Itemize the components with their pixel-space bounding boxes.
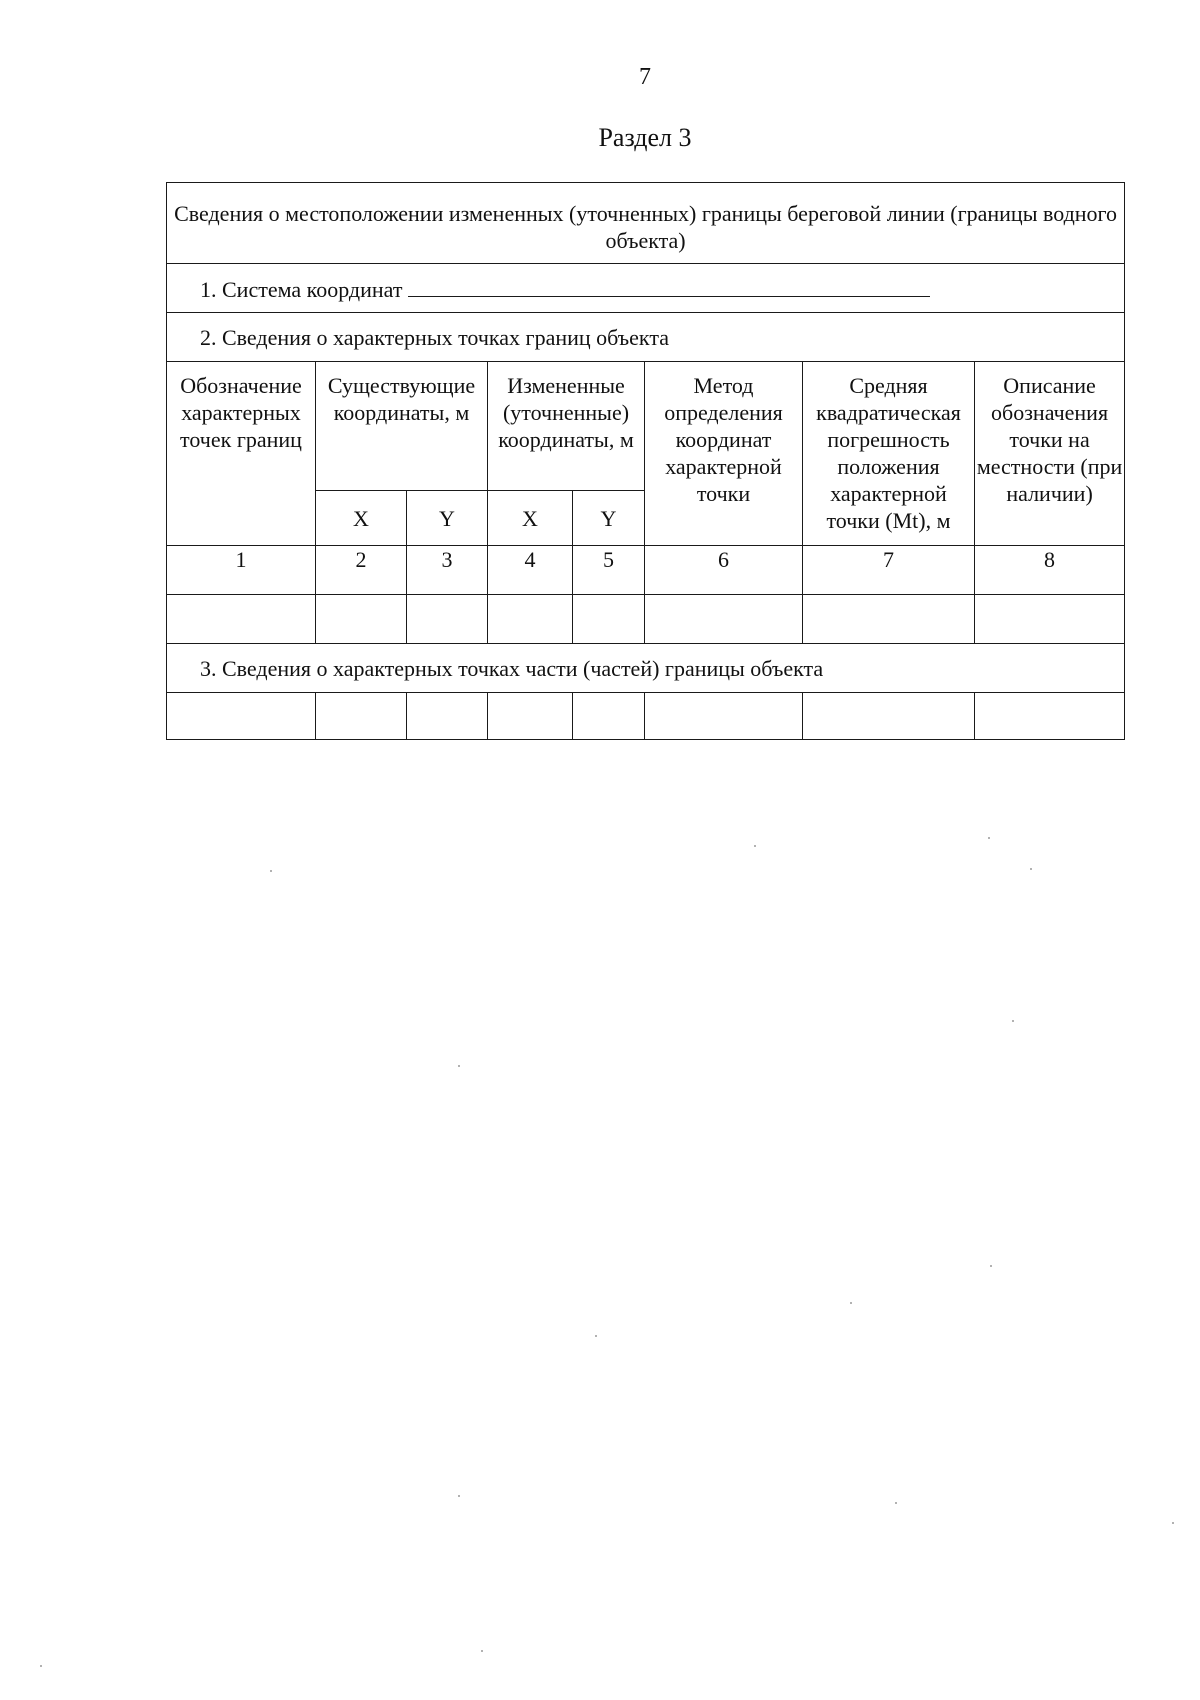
column-number: 3: [407, 546, 488, 595]
header-existing-coords: Существующие координаты, м: [316, 362, 488, 491]
scan-speck: [595, 1335, 597, 1337]
scan-speck: [481, 1650, 483, 1652]
empty-cell: [316, 693, 407, 740]
boundary-points-table: [166, 182, 1125, 740]
empty-cell: [167, 595, 316, 644]
table-row: [167, 693, 1125, 740]
empty-cell: [407, 595, 488, 644]
header-changed-coords: Измененные (уточненные) координаты, м: [488, 362, 645, 491]
empty-cell: [975, 693, 1125, 740]
column-number: 2: [316, 546, 407, 595]
empty-cell: [488, 693, 573, 740]
empty-cell: [975, 595, 1125, 644]
header-mean-error: Средняя квадратическая погрешность положения характерной точки (Mt), м: [803, 362, 975, 546]
column-number: 5: [573, 546, 645, 595]
empty-cell: [645, 595, 803, 644]
scan-speck: [754, 845, 756, 847]
column-number: 8: [975, 546, 1125, 595]
scan-speck: [270, 870, 272, 872]
empty-cell: [407, 693, 488, 740]
scan-speck: [458, 1495, 460, 1497]
column-number: 7: [803, 546, 975, 595]
scan-speck: [1030, 868, 1032, 870]
scan-speck: [1012, 1020, 1014, 1022]
coord-system-row: [167, 264, 1125, 313]
header-description: Описание обозначения точки на местности (при наличии): [975, 362, 1125, 546]
coord-system-blank-line: [408, 274, 930, 297]
subheader-existing-y: Y: [407, 491, 488, 546]
empty-cell: [573, 693, 645, 740]
empty-cell: [803, 595, 975, 644]
subheader-changed-x: X: [488, 491, 573, 546]
empty-cell: [167, 693, 316, 740]
empty-cell: [488, 595, 573, 644]
subheader-changed-y: Y: [573, 491, 645, 546]
table-row: [167, 595, 1125, 644]
column-number: 6: [645, 546, 803, 595]
column-number: 1: [167, 546, 316, 595]
scan-speck: [850, 1302, 852, 1304]
coord-system-label: 1. Система координат: [200, 276, 403, 302]
column-number-row: [167, 546, 1125, 595]
empty-cell: [645, 693, 803, 740]
points-section-label: 2. Сведения о характерных точках границ объекта: [167, 313, 1125, 362]
empty-cell: [803, 693, 975, 740]
empty-cell: [316, 595, 407, 644]
empty-cell: [573, 595, 645, 644]
table-caption: Сведения о местоположении измененных (уточненных) границы береговой линии (границы водного объекта): [167, 183, 1125, 264]
scan-speck: [1172, 1522, 1174, 1524]
page-number: 7: [639, 64, 651, 90]
part-points-label: 3. Сведения о характерных точках части (частей) границы объекта: [167, 644, 1125, 693]
column-number: 4: [488, 546, 573, 595]
scan-speck: [458, 1065, 460, 1067]
scan-speck: [895, 1502, 897, 1504]
header-point-designation: Обозначение характерных точек границ: [167, 362, 316, 546]
scan-speck: [988, 837, 990, 839]
scan-speck: [990, 1265, 992, 1267]
section-title: Раздел 3: [598, 123, 692, 152]
header-method: Метод определения координат характерной точки: [645, 362, 803, 546]
scan-speck: [40, 1665, 42, 1667]
subheader-existing-x: X: [316, 491, 407, 546]
